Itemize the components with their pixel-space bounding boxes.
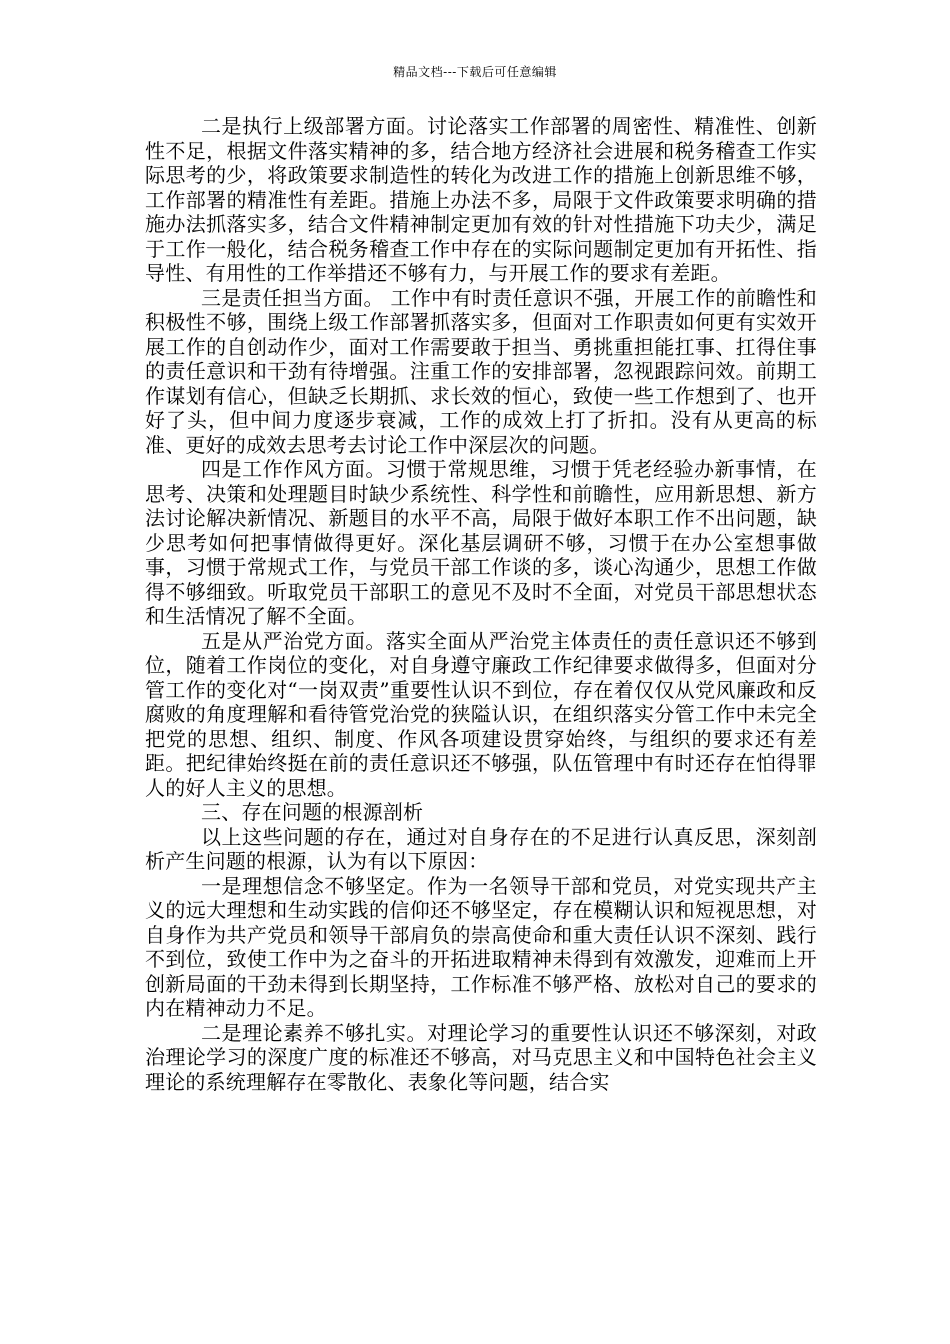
paragraph-root-cause-intro: 以上这些问题的存在，通过对自身存在的不足进行认真反思，深刻剖析产生问题的根源，认为有以下原因： [145, 824, 817, 873]
paragraph-ideals: 一是理想信念不够坚定。作为一名领导干部和党员，对党实现共产主义的远大理想和生动实践的信仰还不够坚定，存在模糊认识和短视思想，对自身作为共产党员和领导干部肩负的崇高使命和重大责任认识不深刻、践行不到位，致使工作中为之奋斗的开拓进取精神未得到有效激发，迎难而上开创新局面的干劲未得到长期坚持，工作标准不够严格、放松对自己的要求的内在精神动力不足。 [145, 873, 817, 1020]
paragraph-work-style: 四是工作作风方面。习惯于常规思维，习惯于凭老经验办新事情，在思考、决策和处理题目时缺少系统性、科学性和前瞻性，应用新思想、新方法讨论解决新情况、新题目的水平不高，局限于做好本职工作不出问题，缺少思考如何把事情做得更好。深化基层调研不够，习惯于在办公室想事做事，习惯于常规式工作，与党员干部工作谈的多，谈心沟通少，思想工作做得不够细致。听取党员干部职工的意见不及时不全面，对党员干部思想状态和生活情况了解不全面。 [145, 457, 817, 628]
paragraph-execution: 二是执行上级部署方面。讨论落实工作部署的周密性、精准性、创新性不足，根据文件落实精神的多，结合地方经济社会进展和税务稽查工作实际思考的少，将政策要求制造性的转化为改进工作的措施上创新思维不够，工作部署的精准性有差距。措施上办法不多，局限于文件政策要求明确的措施办法抓落实多，结合文件精神制定更加有效的针对性措施下功夫少，满足于工作一般化，结合税务稽查工作中存在的实际问题制定更加有开拓性、指导性、有用性的工作举措还不够有力，与开展工作的要求有差距。 [145, 114, 817, 285]
paragraph-responsibility: 三是责任担当方面。 工作中有时责任意识不强，开展工作的前瞻性和积极性不够，围绕上级工作部署抓落实多，但面对工作职责如何更有实效开展工作的自创动作少，面对工作需要敢于担当、勇挑重担能扛事、扛得住事的责任意识和干劲有待增强。注重工作的安排部署，忽视跟踪问效。前期工作谋划有信心，但缺乏长期抓、求长效的恒心，致使一些工作想到了、也开好了头，但中间力度逐步衰减，工作的成效上打了折扣。没有从更高的标准、更好的成效去思考去讨论工作中深层次的问题。 [145, 285, 817, 457]
page-header: 精品文档---下载后可任意编辑 [393, 65, 557, 79]
paragraph-party-discipline: 五是从严治党方面。落实全面从严治党主体责任的责任意识还不够到位，随着工作岗位的变化，对自身遵守廉政工作纪律要求做得多，但面对分管工作的变化对“一岗双责”重要性认识不到位，存在着仅仅从党风廉政和反腐败的角度理解和看待管党治党的狭隘认识，在组织落实分管工作中未完全把党的思想、组织、制度、作风各项建设贯穿始终，与组织的要求还有差距。把纪律始终挺在前的责任意识还不够强，队伍管理中有时还存在怕得罪人的好人主义的思想。 [145, 628, 817, 800]
paragraph-theory: 二是理论素养不够扎实。对理论学习的重要性认识还不够深刻，对政治理论学习的深度广度的标准还不够高，对马克思主义和中国特色社会主义理论的系统理解存在零散化、表象化等问题，结合实 [145, 1020, 817, 1094]
document-body [145, 114, 817, 1094]
section-heading-root-cause: 三、存在问题的根源剖析 [201, 800, 424, 824]
